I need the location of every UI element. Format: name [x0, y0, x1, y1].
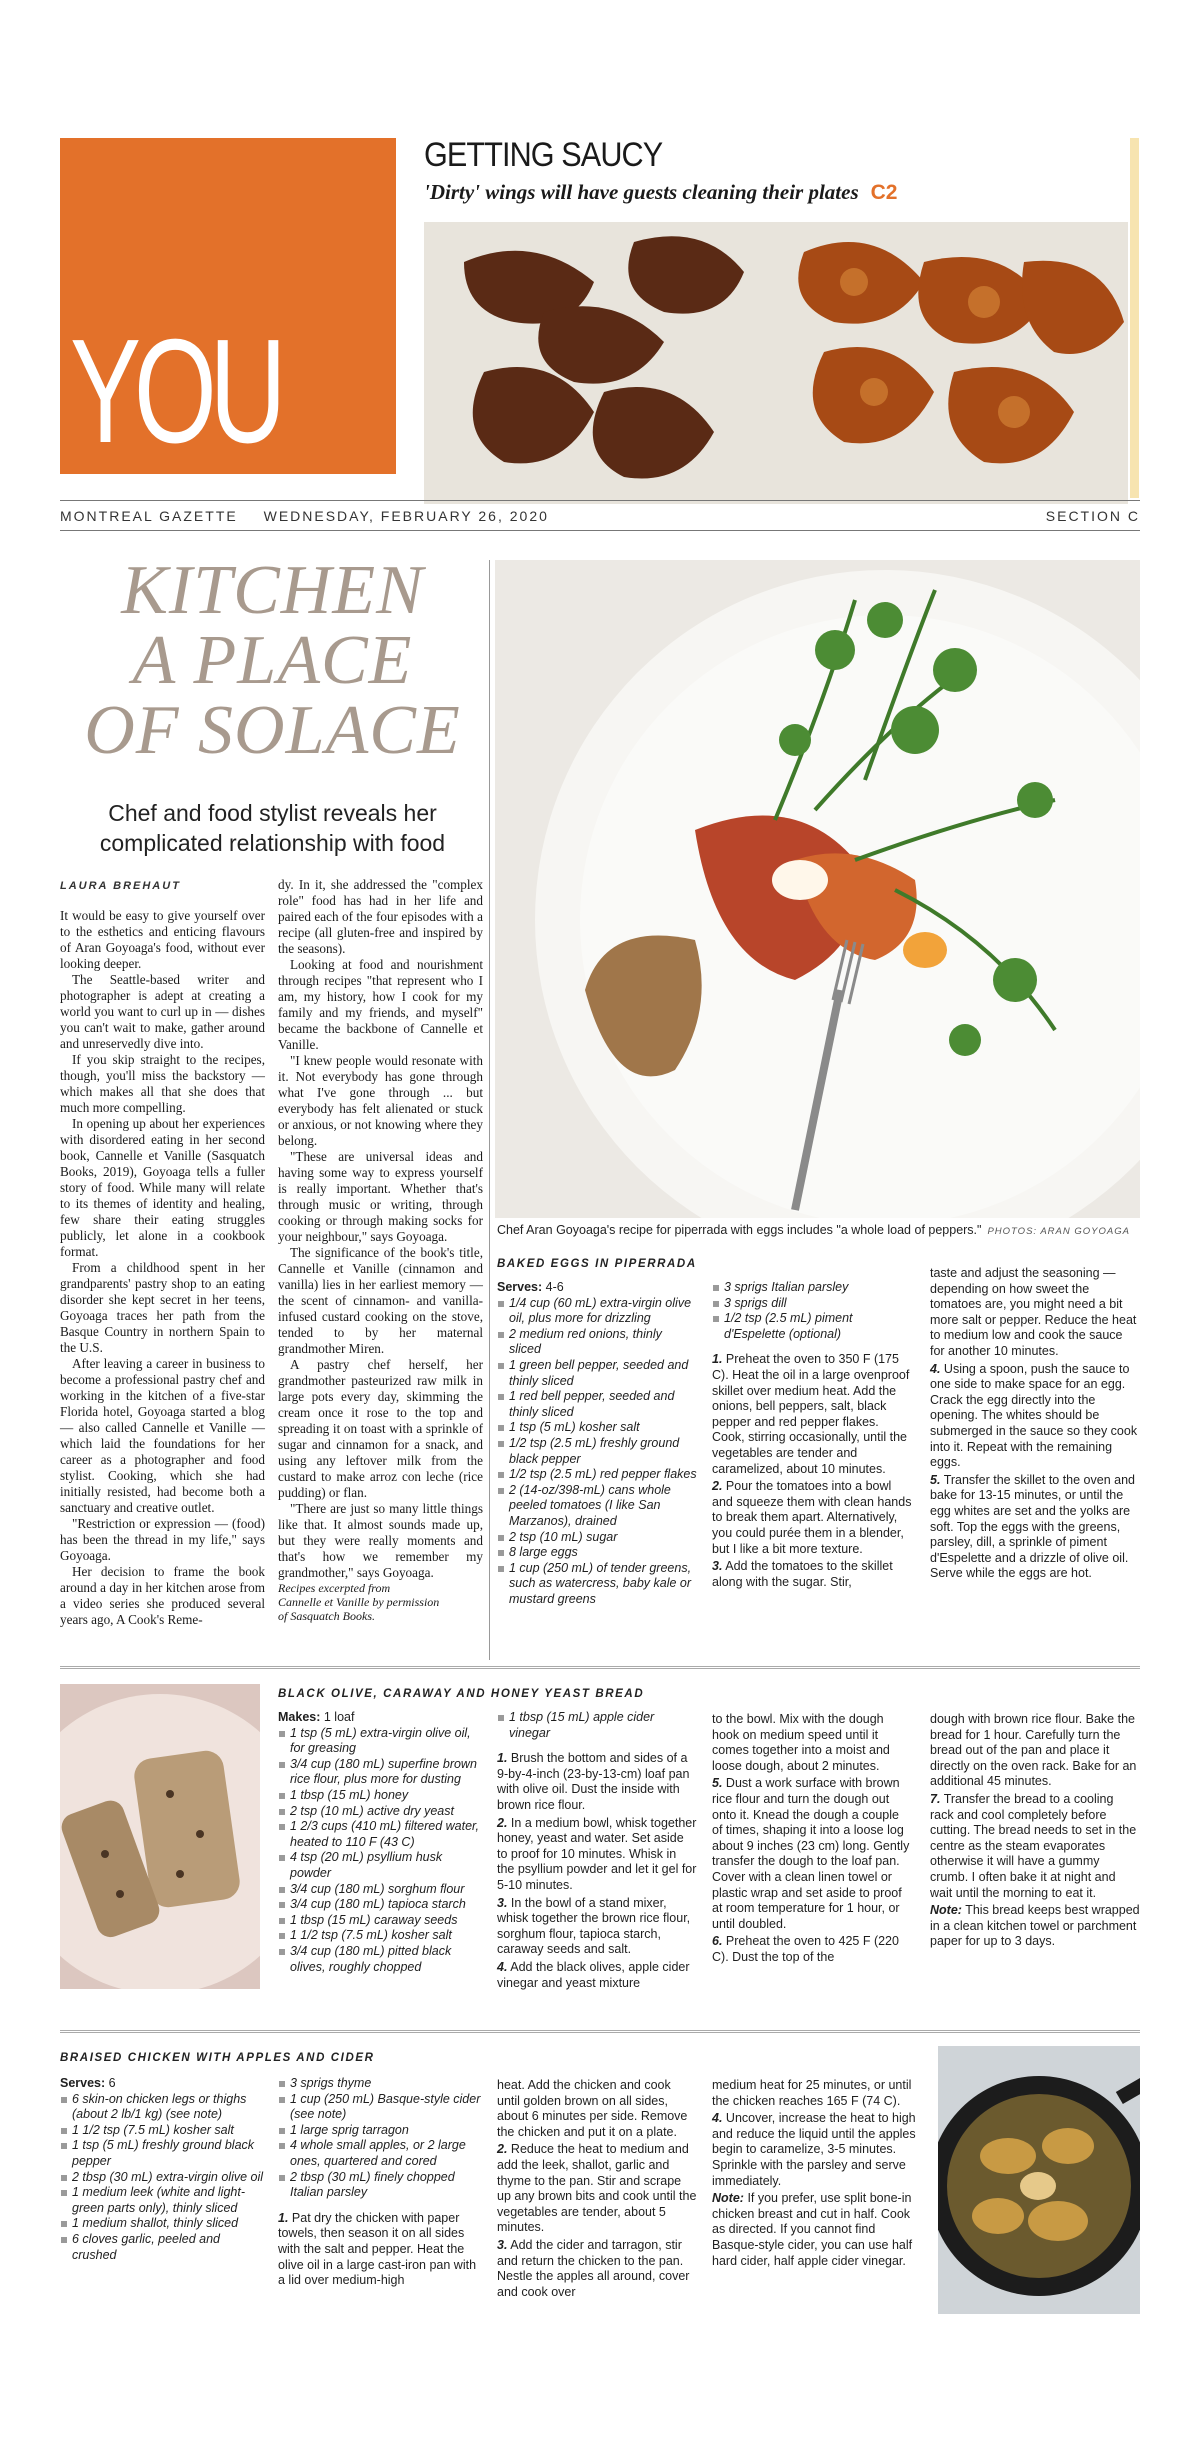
- article-column-2: [278, 877, 483, 1623]
- ingredient-list: [497, 1296, 697, 1608]
- column-divider: [489, 560, 490, 1660]
- photo-caption: [497, 1223, 1140, 1237]
- recipe-step: [930, 1473, 1140, 1582]
- byline: LAURA BREHAUT: [60, 880, 181, 892]
- ingredient-item: 3 sprigs thyme: [278, 2076, 483, 2092]
- step-number: 4.: [712, 2111, 723, 2126]
- step-text: Using a spoon, push the sauce to one side to make space for an egg. Crack the egg directly into the opening. The whites should be submerged in the sauce so they cook into it. Repeat with the remaining eggs.: [930, 1361, 1138, 1470]
- step-number: 7.: [930, 1791, 941, 1806]
- piperrada-photo: [495, 560, 1140, 1218]
- recipe-title-chicken: BRAISED CHICKEN WITH APPLES AND CIDER: [60, 2052, 375, 2064]
- step-number: 1.: [278, 2210, 289, 2225]
- paper-name: MONTREAL GAZETTE: [60, 508, 238, 524]
- headline-line: OF SOLACE: [84, 692, 461, 769]
- ingredient-item: 1 tbsp (15 mL) caraway seeds: [278, 1913, 483, 1929]
- braised-chicken-photo: [938, 2046, 1140, 2314]
- step-text: Add the black olives, apple cider vinegar and yeast mixture: [497, 1959, 690, 1990]
- step-number: 3.: [497, 1895, 508, 1910]
- ingredient-item: 1 tsp (5 mL) extra-virgin olive oil, for greasing: [278, 1726, 483, 1757]
- ingredient-item: 2 tbsp (30 mL) finely chopped Italian parsley: [278, 2170, 483, 2201]
- recipe-credit: [278, 1581, 483, 1623]
- recipe-step: [712, 2078, 917, 2109]
- section-flag: [60, 138, 396, 474]
- recipe-step: [712, 1934, 912, 1965]
- recipe-step: [497, 2142, 697, 2236]
- step-text: dough with brown rice flour. Bake the bread for 1 hour. Carefully turn the bread out of the pan and place it directly on the oven rack. Bake for an additional 45 minutes.: [930, 1712, 1137, 1789]
- step-text: Dust a work surface with brown rice flour and turn the dough out onto it. Knead the dough a couple of times, shaping it into a loose log about 9 inches (23 cm) long. Gently transfer the dough to the loaf pan. Cover with a clean linen towel or plastic wrap and set aside to proof at room temperature for 1 hour, or until doubled.: [712, 1776, 910, 1931]
- article-column-1: [60, 908, 265, 1628]
- paragraph: From a childhood spent in her grandparents' pastry shop to an eating disorder she kept secret in her teens, Goyoaga traces her path from the Basque Country in northern Spain to the U.S.: [60, 1260, 265, 1355]
- step-number: Note:: [712, 2191, 744, 2206]
- ingredient-item: 6 cloves garlic, peeled and crushed: [60, 2232, 265, 2263]
- step-text: Add the tomatoes to the skillet along with the sugar. Stir,: [712, 1559, 893, 1589]
- ingredient-item: 8 large eggs: [497, 1545, 697, 1561]
- recipe-steps: [712, 1352, 912, 1590]
- paragraph: Her decision to frame the book around a day in her kitchen arose from a video series she produced several years ago, A Cook's Reme-: [60, 1564, 265, 1627]
- recipe-step: [712, 1776, 912, 1932]
- headline-line: KITCHEN: [121, 552, 424, 629]
- issue-date: WEDNESDAY, FEBRUARY 26, 2020: [263, 508, 549, 524]
- ingredient-list: [278, 1726, 483, 1976]
- step-text: Transfer the skillet to the oven and bake for 13-15 minutes, or until the egg whites are set and the yolks are soft. Top the eggs with the greens, parsley, dill, a sprinkle of piment d'Espelette and a drizzle of olive oil. Serve while the eggs are hot.: [930, 1472, 1135, 1581]
- promo-page-ref: C2: [870, 181, 898, 204]
- paragraph: If you skip straight to the recipes, though, you'll miss the backstory — which makes all that she does that much more compelling.: [60, 1052, 265, 1115]
- recipe-divider: [60, 1666, 1140, 1669]
- recipe-step: [712, 1352, 912, 1477]
- section-name: SECTION C: [1045, 508, 1140, 524]
- promo-accent-bar: [1130, 138, 1139, 498]
- step-text: Reduce the heat to medium and add the leek, shallot, garlic and thyme to the pan. Stir and scrape up any brown bits and cook until the vegetables are tender, about 5 minutes.: [497, 2142, 697, 2235]
- ingredient-item: 1 tbsp (15 mL) honey: [278, 1788, 483, 1804]
- paragraph: In opening up about her experiences with disordered eating in her second book, Cannelle et Vanille (Sasquatch Books, 2019), Goyoaga tells a fuller story of food. While many will relate to its themes of identity and healing, few share their eating struggles publicly, let alone in a cookbook format.: [60, 1116, 265, 1259]
- recipe-step: [930, 1266, 1140, 1360]
- ingredient-item: 3/4 cup (180 mL) tapioca starch: [278, 1897, 483, 1913]
- masthead-rule: [60, 500, 1140, 501]
- step-number: 2.: [497, 2142, 508, 2157]
- recipe-step: [930, 1903, 1140, 1950]
- step-number: 5.: [930, 1472, 941, 1487]
- promo-subtitle-text: 'Dirty' wings will have guests cleaning their plates: [424, 180, 859, 204]
- wings-photo: [424, 222, 1128, 504]
- step-number: 4.: [497, 1959, 508, 1974]
- photo-credit: PHOTOS: ARAN GOYOAGA: [987, 1226, 1130, 1237]
- recipe-step: [930, 1362, 1140, 1471]
- recipe1-column-3: [930, 1264, 1140, 1582]
- step-number: Note:: [930, 1903, 962, 1918]
- recipe-step: [497, 2078, 697, 2140]
- step-text: Pat dry the chicken with paper towels, then season it on all sides with the salt and pepper. Heat the olive oil in a large cast-iron pan with a lid over medium-high: [278, 2210, 477, 2288]
- step-text: Preheat the oven to 425 F (220 C). Dust the top of the: [712, 1934, 899, 1964]
- ingredient-item: 1 cup (250 mL) of tender greens, such as watercress, baby kale or mustard greens: [497, 1561, 697, 1608]
- step-number: 1.: [497, 1751, 508, 1766]
- recipe-step: [712, 2111, 917, 2189]
- recipe-steps: [497, 1751, 697, 1991]
- ingredient-list: [60, 2092, 265, 2264]
- ingredient-item: 1 red bell pepper, seeded and thinly sliced: [497, 1389, 697, 1420]
- recipe2-ingredients-col1: [278, 1710, 483, 1975]
- serves-value: 6: [108, 2076, 116, 2090]
- ingredient-item: 6 skin-on chicken legs or thighs (about 2 lb/1 kg) (see note): [60, 2092, 265, 2123]
- recipe-step: [712, 1559, 912, 1590]
- step-text: taste and adjust the seasoning — depending on how sweet the tomatoes are, you might need a bit more salt or pepper. Reduce the heat to medium low and cook the sauce for another 10 minutes.: [930, 1266, 1137, 1358]
- makes-label: Makes:: [278, 1710, 321, 1724]
- ingredient-item: 3/4 cup (180 mL) sorghum flour: [278, 1882, 483, 1898]
- ingredient-item: 2 medium red onions, thinly sliced: [497, 1327, 697, 1358]
- ingredient-item: 2 tbsp (30 mL) extra-virgin olive oil: [60, 2170, 265, 2186]
- ingredient-list: [278, 2076, 483, 2201]
- section-label: YOU: [70, 309, 280, 474]
- step-text: Brush the bottom and sides of a 9-by-4-inch (23-by-13-cm) loaf pan with olive oil. Dust the inside with brown rice flour.: [497, 1751, 690, 1812]
- step-number: 6.: [712, 1934, 723, 1949]
- step-number: 1.: [712, 1352, 723, 1367]
- ingredient-item: 1 medium leek (white and light-green parts only), thinly sliced: [60, 2185, 265, 2216]
- ingredient-item: 2 (14-oz/398-mL) cans whole peeled tomatoes (I like San Marzanos), drained: [497, 1483, 697, 1530]
- step-number: 3.: [712, 1559, 723, 1574]
- recipe-title-piperrada: BAKED EGGS IN PIPERRADA: [497, 1258, 697, 1270]
- paragraph: The significance of the book's title, Cannelle et Vanille (cinnamon and vanilla) lies in her earliest memory — the scent of cinnamon- and vanilla-infused custard cooking on the stove, tended to by her maternal grandmother Miren.: [278, 1245, 483, 1356]
- step-number: 2.: [712, 1479, 723, 1494]
- headline-line: A PLACE: [132, 622, 413, 699]
- step-text: to the bowl. Mix with the dough hook on medium speed until it comes together into a moist and loose dough, about 2 minutes.: [712, 1712, 890, 1773]
- recipe-step: [712, 2191, 917, 2269]
- recipe-step: [497, 2238, 697, 2300]
- ingredient-item: 1 1/2 tsp (7.5 mL) kosher salt: [278, 1928, 483, 1944]
- serves-label: Serves:: [497, 1280, 543, 1294]
- paragraph: "I knew people would resonate with it. Not everybody has gone through what I've gone through ... but everybody has felt alienated or stuck or anxious, or not knowing where they belong.: [278, 1053, 483, 1148]
- ingredient-item: 4 whole small apples, or 2 large ones, quartered and cored: [278, 2138, 483, 2169]
- credit-line: Cannelle et Vanille by permission: [278, 1595, 440, 1609]
- ingredient-item: 1/2 tsp (2.5 mL) red pepper flakes: [497, 1467, 697, 1483]
- paragraph: "Restriction or expression — (food) has been the thread in my life," says Goyoaga.: [60, 1516, 265, 1563]
- ingredient-item: 1 tsp (5 mL) kosher salt: [497, 1420, 697, 1436]
- recipe-step: [930, 1712, 1140, 1790]
- ingredient-item: 2 tsp (10 mL) sugar: [497, 1530, 697, 1546]
- step-number: 2.: [497, 1815, 508, 1830]
- recipe2-column-3: [712, 1710, 912, 1966]
- ingredient-item: 4 tsp (20 mL) psyllium husk powder: [278, 1850, 483, 1881]
- step-text: In a medium bowl, whisk together honey, yeast and water. Set aside to proof for 10 minutes. Whisk in the psyllium powder and let it gel for 5-10 minutes.: [497, 1815, 697, 1892]
- step-text: This bread keeps best wrapped in a clean kitchen towel or parchment paper for up to 3 days.: [930, 1903, 1140, 1949]
- masthead: [60, 508, 1140, 524]
- recipe-step: [712, 1479, 912, 1557]
- ingredient-item: 3/4 cup (180 mL) pitted black olives, roughly chopped: [278, 1944, 483, 1975]
- recipe-step: [497, 1816, 697, 1894]
- recipe3-column-2: [278, 2076, 483, 2289]
- step-text: If you prefer, use split bone-in chicken breast and cut in half. Cook as directed. If you cannot find Basque-style cider, you can use half hard cider, half apple cider vinegar.: [712, 2191, 913, 2268]
- step-number: 4.: [930, 1361, 941, 1376]
- makes-value: 1 loaf: [323, 1710, 355, 1724]
- recipe2-column-2: [497, 1710, 697, 1991]
- paragraph: "These are universal ideas and having some way to express yourself is really important. Whether that's through music or writing, through cooking or through making socks for your neighbour," says Goyoaga.: [278, 1149, 483, 1244]
- recipe-step: [712, 1712, 912, 1774]
- ingredient-item: 2 tsp (10 mL) active dry yeast: [278, 1804, 483, 1820]
- promo-title[interactable]: GETTING SAUCY: [424, 136, 663, 174]
- promo-subtitle[interactable]: [424, 180, 897, 205]
- ingredient-item: 3/4 cup (180 mL) superfine brown rice flour, plus more for dusting: [278, 1757, 483, 1788]
- credit-line: Recipes excerpted from: [278, 1581, 391, 1595]
- masthead-rule-bottom: [60, 530, 1140, 531]
- step-text: heat. Add the chicken and cook until golden brown on all sides, about 6 minutes per side. Remove the chicken and put it on a plate.: [497, 2078, 688, 2139]
- recipe-step: [930, 1792, 1140, 1901]
- paragraph: It would be easy to give yourself over to the esthetics and enticing flavours of Aran Goyoaga's food, without ever looking deeper.: [60, 908, 265, 971]
- recipe-divider: [60, 2030, 1140, 2033]
- step-text: Add the cider and tarragon, stir and return the chicken to the pan. Nestle the apples all around, cover and cook over: [497, 2237, 690, 2299]
- ingredient-item: 1 2/3 cups (410 mL) filtered water, heated to 110 F (43 C): [278, 1819, 483, 1850]
- paragraph: The Seattle-based writer and photographer is adept at creating a world you want to curl up in — dishes you can't wait to make, gather around and unreservedly dive into.: [60, 972, 265, 1051]
- ingredient-item: 3 sprigs Italian parsley: [712, 1280, 912, 1296]
- recipe-step: [278, 2211, 483, 2289]
- recipe1-ingredients-col1: [497, 1280, 697, 1607]
- paragraph: A pastry chef herself, her grandmother pasteurized raw milk in large pots every day, skimming the cream once it rose to the top and spreading it on toast with a sprinkle of sugar and cinnamon for a snack, and using any leftover milk from the custard to make arroz con leche (rice pudding) or flan.: [278, 1357, 483, 1500]
- recipe-step: [497, 1896, 697, 1958]
- credit-line: of Sasquatch Books.: [278, 1609, 375, 1623]
- ingredient-item: 1 tsp (5 mL) freshly ground black pepper: [60, 2138, 265, 2169]
- step-text: Transfer the bread to a cooling rack and cool completely before cutting. The bread needs to set in the centre as the steam evaporates otherwise it will have a gummy crumb. I often bake it at night and wait until the morning to eat it.: [930, 1791, 1137, 1900]
- recipe-steps: [278, 2211, 483, 2289]
- step-text: Uncover, increase the heat to high and reduce the liquid until the apples begin to caramelize, 3-5 minutes. Sprinkle with the parsley and serve immediately.: [712, 2111, 916, 2188]
- caption-text: Chef Aran Goyoaga's recipe for piperrada with eggs includes "a whole load of peppers.": [497, 1223, 982, 1237]
- step-text: Preheat the oven to 350 F (175 C). Heat the oil in a large ovenproof skillet over medium heat. Add the onions, bell peppers, salt, black pepper and red pepper flakes. Cook, stirring occasionally, until the vegetables are tender and caramelized, about 10 minutes.: [712, 1352, 910, 1476]
- article-headline: [60, 552, 485, 769]
- recipe3-column-3: [497, 2076, 697, 2300]
- ingredient-item: 1 large sprig tarragon: [278, 2123, 483, 2139]
- recipe3-column-4: [712, 2076, 917, 2269]
- serves-value: 4-6: [545, 1280, 564, 1294]
- ingredient-item: 1 1/2 tsp (7.5 mL) kosher salt: [60, 2123, 265, 2139]
- paragraph: dy. In it, she addressed the "complex role" food has had in her life and paired each of the four episodes with a recipe (all gluten-free and inspired by the seasons).: [278, 877, 483, 956]
- ingredient-item: 1/4 cup (60 mL) extra-virgin olive oil, plus more for drizzling: [497, 1296, 697, 1327]
- paragraph: "There are just so many little things like that. It almost sounds made up, but they were really moments and that's how we remember my grandmother," says Goyoaga.: [278, 1501, 483, 1580]
- serves-label: Serves:: [60, 2076, 106, 2090]
- recipe1-column-2: [712, 1280, 912, 1590]
- ingredient-item: 1/2 tsp (2.5 mL) piment d'Espelette (optional): [712, 1311, 912, 1342]
- ingredient-item: 1 green bell pepper, seeded and thinly sliced: [497, 1358, 697, 1389]
- recipe-step: [497, 1960, 697, 1991]
- step-text: Pour the tomatoes into a bowl and squeeze them with clean hands to break them apart. Alternatively, you could purée them in a blender, but I like a bit more texture.: [712, 1479, 912, 1556]
- step-number: 5.: [712, 1776, 723, 1791]
- ingredient-item: 1 tbsp (15 mL) apple cider vinegar: [497, 1710, 697, 1741]
- paragraph: After leaving a career in business to become a professional pastry chef and working in the kitchen of a five-star Florida hotel, Goyoaga started a blog — also called Cannelle et Vanille — which laid the foundations for her career as a photographer and food stylist. Cooking, which she had initially resisted, had become both a sanctuary and creative outlet.: [60, 1356, 265, 1515]
- ingredient-list: [497, 1710, 697, 1741]
- ingredient-item: 3 sprigs dill: [712, 1296, 912, 1312]
- recipe2-column-4: [930, 1710, 1140, 1950]
- recipe-step: [497, 1751, 697, 1813]
- ingredient-item: 1 cup (250 mL) Basque-style cider (see note): [278, 2092, 483, 2123]
- step-number: 3.: [497, 2237, 508, 2252]
- ingredient-list: [712, 1280, 912, 1342]
- recipe-title-bread: BLACK OLIVE, CARAWAY AND HONEY YEAST BREAD: [278, 1688, 645, 1700]
- step-text: medium heat for 25 minutes, or until the chicken reaches 165 F (74 C).: [712, 2078, 912, 2108]
- bread-photo: [60, 1684, 260, 1989]
- ingredient-item: 1 medium shallot, thinly sliced: [60, 2216, 265, 2232]
- ingredient-item: 1/2 tsp (2.5 mL) freshly ground black pepper: [497, 1436, 697, 1467]
- article-deck: Chef and food stylist reveals her complicated relationship with food: [99, 800, 446, 856]
- recipe3-ingredients-col1: [60, 2076, 265, 2263]
- step-text: In the bowl of a stand mixer, whisk together the brown rice flour, sorghum flour, tapioca starch, caraway seeds and salt.: [497, 1895, 691, 1957]
- paragraph: Looking at food and nourishment through recipes "that represent who I am, my history, how I cook for my family and my friends, and myself" became the backbone of Cannelle et Vanille.: [278, 957, 483, 1052]
